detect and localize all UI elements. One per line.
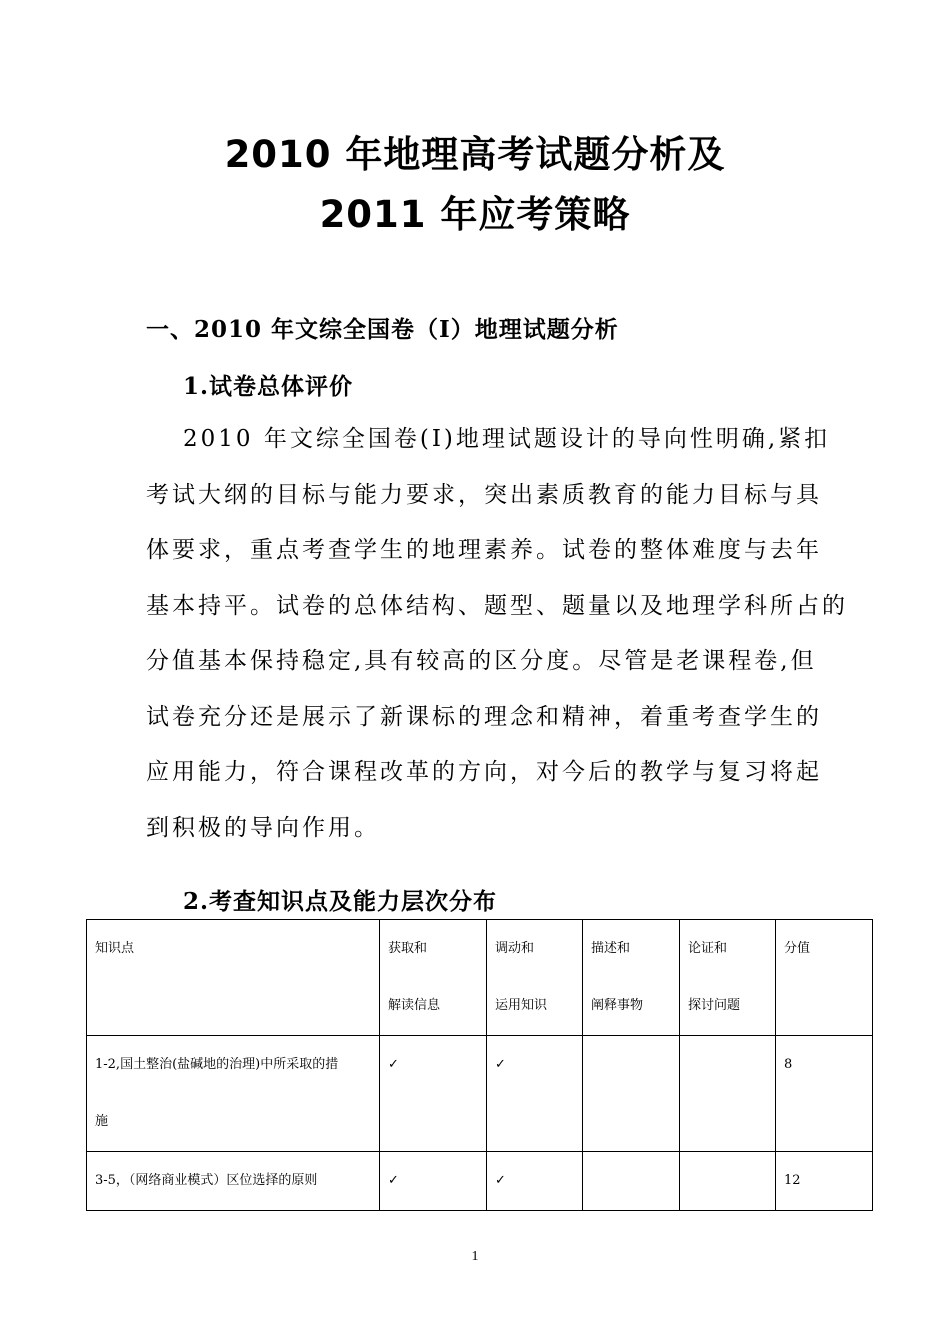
check-mark-icon: ✓	[388, 1057, 399, 1072]
header-cell-argue: 论证和 探讨问题	[680, 920, 776, 1036]
check-cell	[487, 1036, 583, 1152]
header-cell-apply: 调动和 运用知识	[487, 920, 583, 1036]
check-mark-icon: ✓	[495, 1057, 506, 1072]
check-cell	[583, 1036, 680, 1152]
paragraph-line: 应用能力，符合课程改革的方向，对今后的教学与复习将起	[146, 759, 822, 785]
paragraph-line: 考试大纲的目标与能力要求，突出素质教育的能力目标与具	[146, 481, 822, 508]
check-mark-icon: ✓	[388, 1173, 399, 1188]
knowledge-ability-table	[86, 919, 873, 1211]
topic-cell: 1-2,国土整治(盐碱地的治理)中所采取的措 施	[87, 1036, 380, 1152]
section-heading: 一、2010 年文综全国卷（Ⅰ）地理试题分析	[146, 316, 619, 343]
score-cell: 12	[776, 1152, 873, 1211]
title-line-2: 2011 年应考策略	[319, 193, 631, 236]
subsection-heading-2: 2.考查知识点及能力层次分布	[183, 888, 498, 915]
paragraph-line: 体要求，重点考查学生的地理素养。试卷的整体难度与去年	[146, 537, 822, 563]
score-cell: 8	[776, 1036, 873, 1152]
evaluation-paragraph	[146, 412, 848, 856]
check-cell	[487, 1152, 583, 1211]
subsection-heading-1: 1.试卷总体评价	[183, 373, 354, 400]
paragraph-line: 基本持平。试卷的总体结构、题型、题量以及地理学科所占的	[146, 592, 848, 619]
header-cell-acquire: 获取和 解读信息	[380, 920, 487, 1036]
check-cell	[380, 1152, 487, 1211]
header-cell-describe: 描述和 阐释事物	[583, 920, 680, 1036]
header-cell-topic: 知识点	[87, 920, 380, 1036]
paragraph-line: 2010 年文综全国卷(Ⅰ)地理试题设计的导向性明确,紧扣	[183, 426, 831, 452]
check-cell	[680, 1152, 776, 1211]
check-mark-icon: ✓	[495, 1173, 506, 1188]
paragraph-line: 到积极的导向作用。	[146, 814, 380, 841]
table-row	[87, 1036, 873, 1152]
check-cell	[680, 1036, 776, 1152]
topic-cell: 3-5，（网络商业模式）区位选择的原则	[87, 1152, 380, 1211]
check-cell	[380, 1036, 487, 1152]
paragraph-line: 试卷充分还是展示了新课标的理念和精神，着重考查学生的	[146, 703, 822, 730]
page-number: 1	[471, 1249, 479, 1264]
header-cell-score: 分值	[776, 920, 873, 1036]
title-line-1: 2010 年地理高考试题分析及	[224, 133, 726, 176]
paragraph-line: 分值基本保持稳定,具有较高的区分度。尽管是老课程卷,但	[146, 648, 817, 674]
check-cell	[583, 1152, 680, 1211]
table-row	[87, 1152, 873, 1211]
table-header-row	[87, 920, 873, 1036]
